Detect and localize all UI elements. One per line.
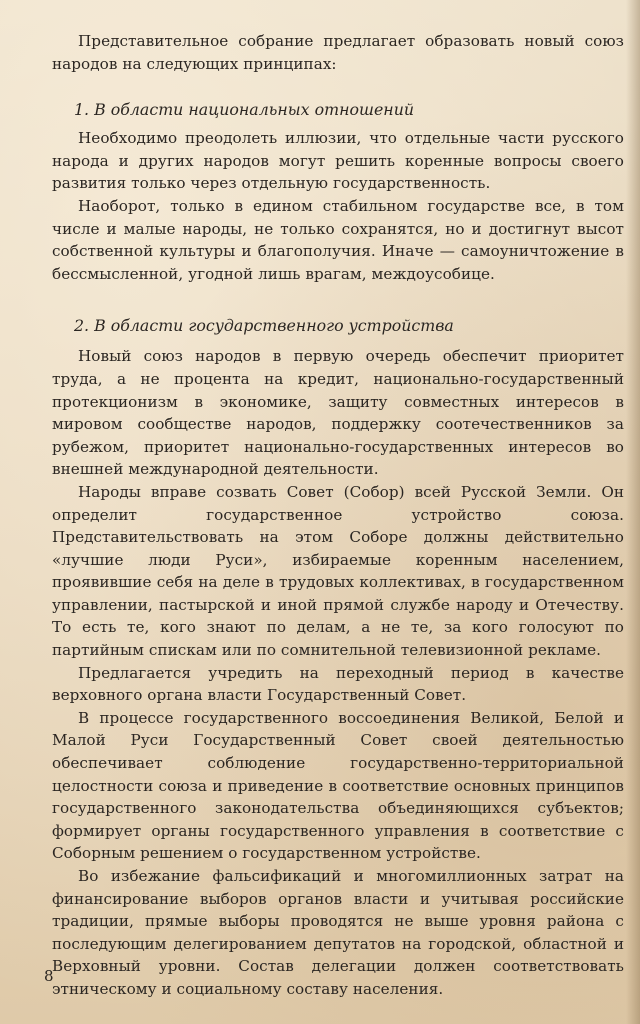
section-2-heading: 2. В области государственного устройства (74, 316, 454, 336)
page-edge-shadow (626, 0, 640, 1024)
page-number: 8 (44, 967, 54, 985)
intro-paragraph: Представительное собрание предлагает образовать новый союз народов на следующих принципах: (52, 32, 624, 73)
section-1-paragraph-2: Наоборот, только в едином стабильном государстве все, в том числе и малые народы, не только сохранятся, но и достигнут высот собственной культуры и благополучия. Иначе — самоуничтожение в бессмысленной, угодной лишь врагам, междоусобице. (52, 196, 624, 283)
section-1-paragraph-1: Необходимо преодолеть иллюзии, что отдельные части русского народа и других народов могут решить коренные вопросы своего развития только через отдельную государственность. (52, 129, 624, 193)
section-2-paragraph-5: Во избежание фальсификаций и многомиллионных затрат на финансирование выборов органов власти и учитывая российские традиции, прямые выборы проводятся не выше уровня района с последующим делегированием депутатов на городской, областной и Верховный уровни. Состав делегации должен соответствовать этническому и социальному составу населения. (52, 867, 624, 998)
section-2-paragraph-1: Новый союз народов в первую очередь обеспечит приоритет труда, а не процента на кредит, национально-государственный протекционизм в экономике, защиту совместных интересов в мировом сообществе народов, поддержку соотечественников за рубежом, приоритет национально-государственных интересов во внешней международной деятельности. (52, 347, 624, 479)
section-1-heading: 1. В области национальных отношений (74, 100, 415, 120)
section-2-paragraph-4: В процессе государственного воссоединения Великой, Белой и Малой Руси Государственный Совет своей деятельностью обеспечивает соблюдение государственно-территориальной целостности союза и приведение в соответствие основных принципов государственного законодательства объединяющихся субъектов; формирует органы государственного управления в соответствие с Соборным решением о государственном устройстве. (52, 708, 624, 863)
section-2-paragraph-3: Предлагается учредить на переходный период в качестве верховного органа власти Государственный Совет. (52, 663, 624, 705)
section-2-paragraph-2: Народы вправе созвать Совет (Собор) всей Русской Земли. Он определит государственное устройство союза. Представительствовать на этом Соборе должны действительно «лучшие люди Руси», избираемые коренным населением, проявившие себя на деле в трудовых коллективах, в государственном управлении, пастырской и иной прямой службе народу и Отечеству. То есть те, кого знают по делам, а не те, за кого голосуют по партийным спискам или по сомнительной телевизионной рекламе. (52, 482, 624, 660)
page-content (52, 30, 624, 1001)
